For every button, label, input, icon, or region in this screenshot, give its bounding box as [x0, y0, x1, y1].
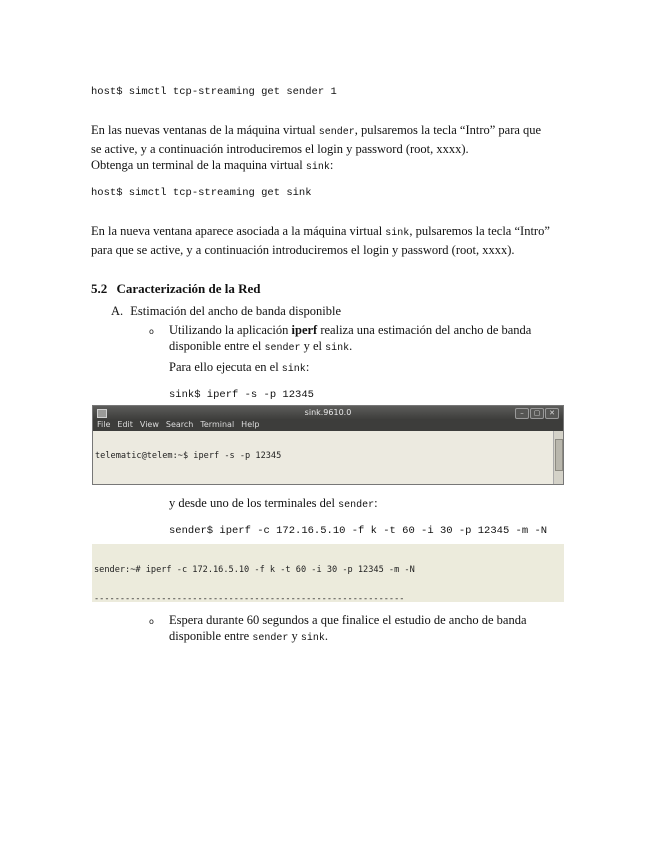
command-sink-iperf-server: sink$ iperf -s -p 12345	[169, 389, 314, 401]
terminal-window-sink	[92, 405, 564, 485]
window-title: sink.9610.0	[304, 408, 352, 417]
menu-search[interactable]: Search	[165, 420, 194, 429]
inline-code: sender	[338, 500, 375, 511]
command-sender-iperf-client: sender$ iperf -c 172.16.5.10 -f k -t 60 -i 30 -p 12345 -m -N	[169, 525, 548, 537]
paragraph-line: Utilizando la aplicación iperf realiza una estimación del ancho de banda	[169, 323, 532, 337]
terminal-output	[94, 547, 415, 602]
paragraph-from-sender: y desde uno de los terminales del sender:	[169, 496, 378, 511]
menu-terminal[interactable]: Terminal	[200, 420, 235, 429]
terminal-line: ------------------------------------------------------------	[94, 593, 405, 602]
inline-code: sender	[252, 633, 289, 644]
paragraph-line: En las nuevas ventanas de la máquina virtual sender, pulsaremos la tecla “Intro” para que	[91, 123, 542, 138]
command-host-get-sender: host$ simctl tcp-streaming get sender 1	[91, 86, 337, 98]
paragraph-line: disponible entre sender y sink.	[169, 629, 328, 644]
minimize-button[interactable]: –	[515, 408, 529, 419]
inline-code: sink	[385, 228, 410, 239]
window-titlebar[interactable]	[93, 406, 563, 420]
list-item-text: Estimación del ancho de banda disponible	[130, 304, 341, 318]
bold-iperf: iperf	[291, 323, 318, 337]
paragraph-run-on-sink: Para ello ejecuta en el sink:	[169, 360, 310, 375]
inline-code: sender	[318, 127, 355, 138]
list-label: A.	[111, 304, 124, 318]
section-heading	[91, 281, 261, 297]
paragraph-open-sink-terminal: Obtenga un terminal de la maquina virtual sink:	[91, 158, 334, 173]
close-button[interactable]: ✕	[545, 408, 559, 419]
paragraph-line: se active, y a continuación introduciremos el login y password (root, xxxx).	[91, 142, 469, 156]
menu-view[interactable]: View	[139, 420, 159, 429]
inline-code: sink	[305, 162, 330, 173]
terminal-menubar	[93, 420, 563, 431]
maximize-button[interactable]: ▢	[530, 408, 544, 419]
terminal-line: sender:~# iperf -c 172.16.5.10 -f k -t 60 -i 30 -p 12345 -m -N	[94, 565, 415, 575]
terminal-scrollbar[interactable]	[553, 431, 563, 485]
menu-file[interactable]: File	[97, 420, 111, 429]
terminal-output-sender	[92, 544, 564, 602]
paragraph-sink-window	[91, 223, 576, 258]
command-host-get-sink: host$ simctl tcp-streaming get sink	[91, 187, 312, 199]
menu-edit[interactable]: Edit	[117, 420, 133, 429]
terminal-line: telematic@telem:~$ iperf -s -p 12345	[95, 451, 282, 461]
bullet-item-wait	[169, 612, 569, 647]
bullet-marker: o	[149, 327, 154, 336]
section-number: 5.2	[91, 281, 108, 296]
bullet-item-iperf	[169, 322, 569, 357]
section-title: Caracterización de la Red	[116, 281, 261, 296]
terminal-line: ------------------------------------------------------------	[95, 479, 406, 485]
inline-code: sink	[300, 633, 325, 644]
scrollbar-thumb[interactable]	[555, 439, 563, 471]
paragraph-line: Espera durante 60 segundos a que finalice el estudio de ancho de banda	[169, 613, 527, 627]
inline-code: sink	[281, 364, 306, 375]
paragraph-line: disponible entre el sender y el sink.	[169, 339, 353, 354]
paragraph-sender-window	[91, 122, 571, 157]
paragraph-line: para que se active, y a continuación introduciremos el login y password (root, xxxx).	[91, 243, 515, 257]
list-item-a	[111, 304, 341, 319]
paragraph-line: En la nueva ventana aparece asociada a la máquina virtual sink, pulsaremos la tecla “Intro”	[91, 224, 550, 239]
inline-code: sender	[264, 343, 301, 354]
inline-code: sink	[325, 343, 350, 354]
terminal-output	[95, 433, 405, 485]
bullet-marker: o	[149, 617, 154, 626]
menu-help[interactable]: Help	[241, 420, 260, 429]
